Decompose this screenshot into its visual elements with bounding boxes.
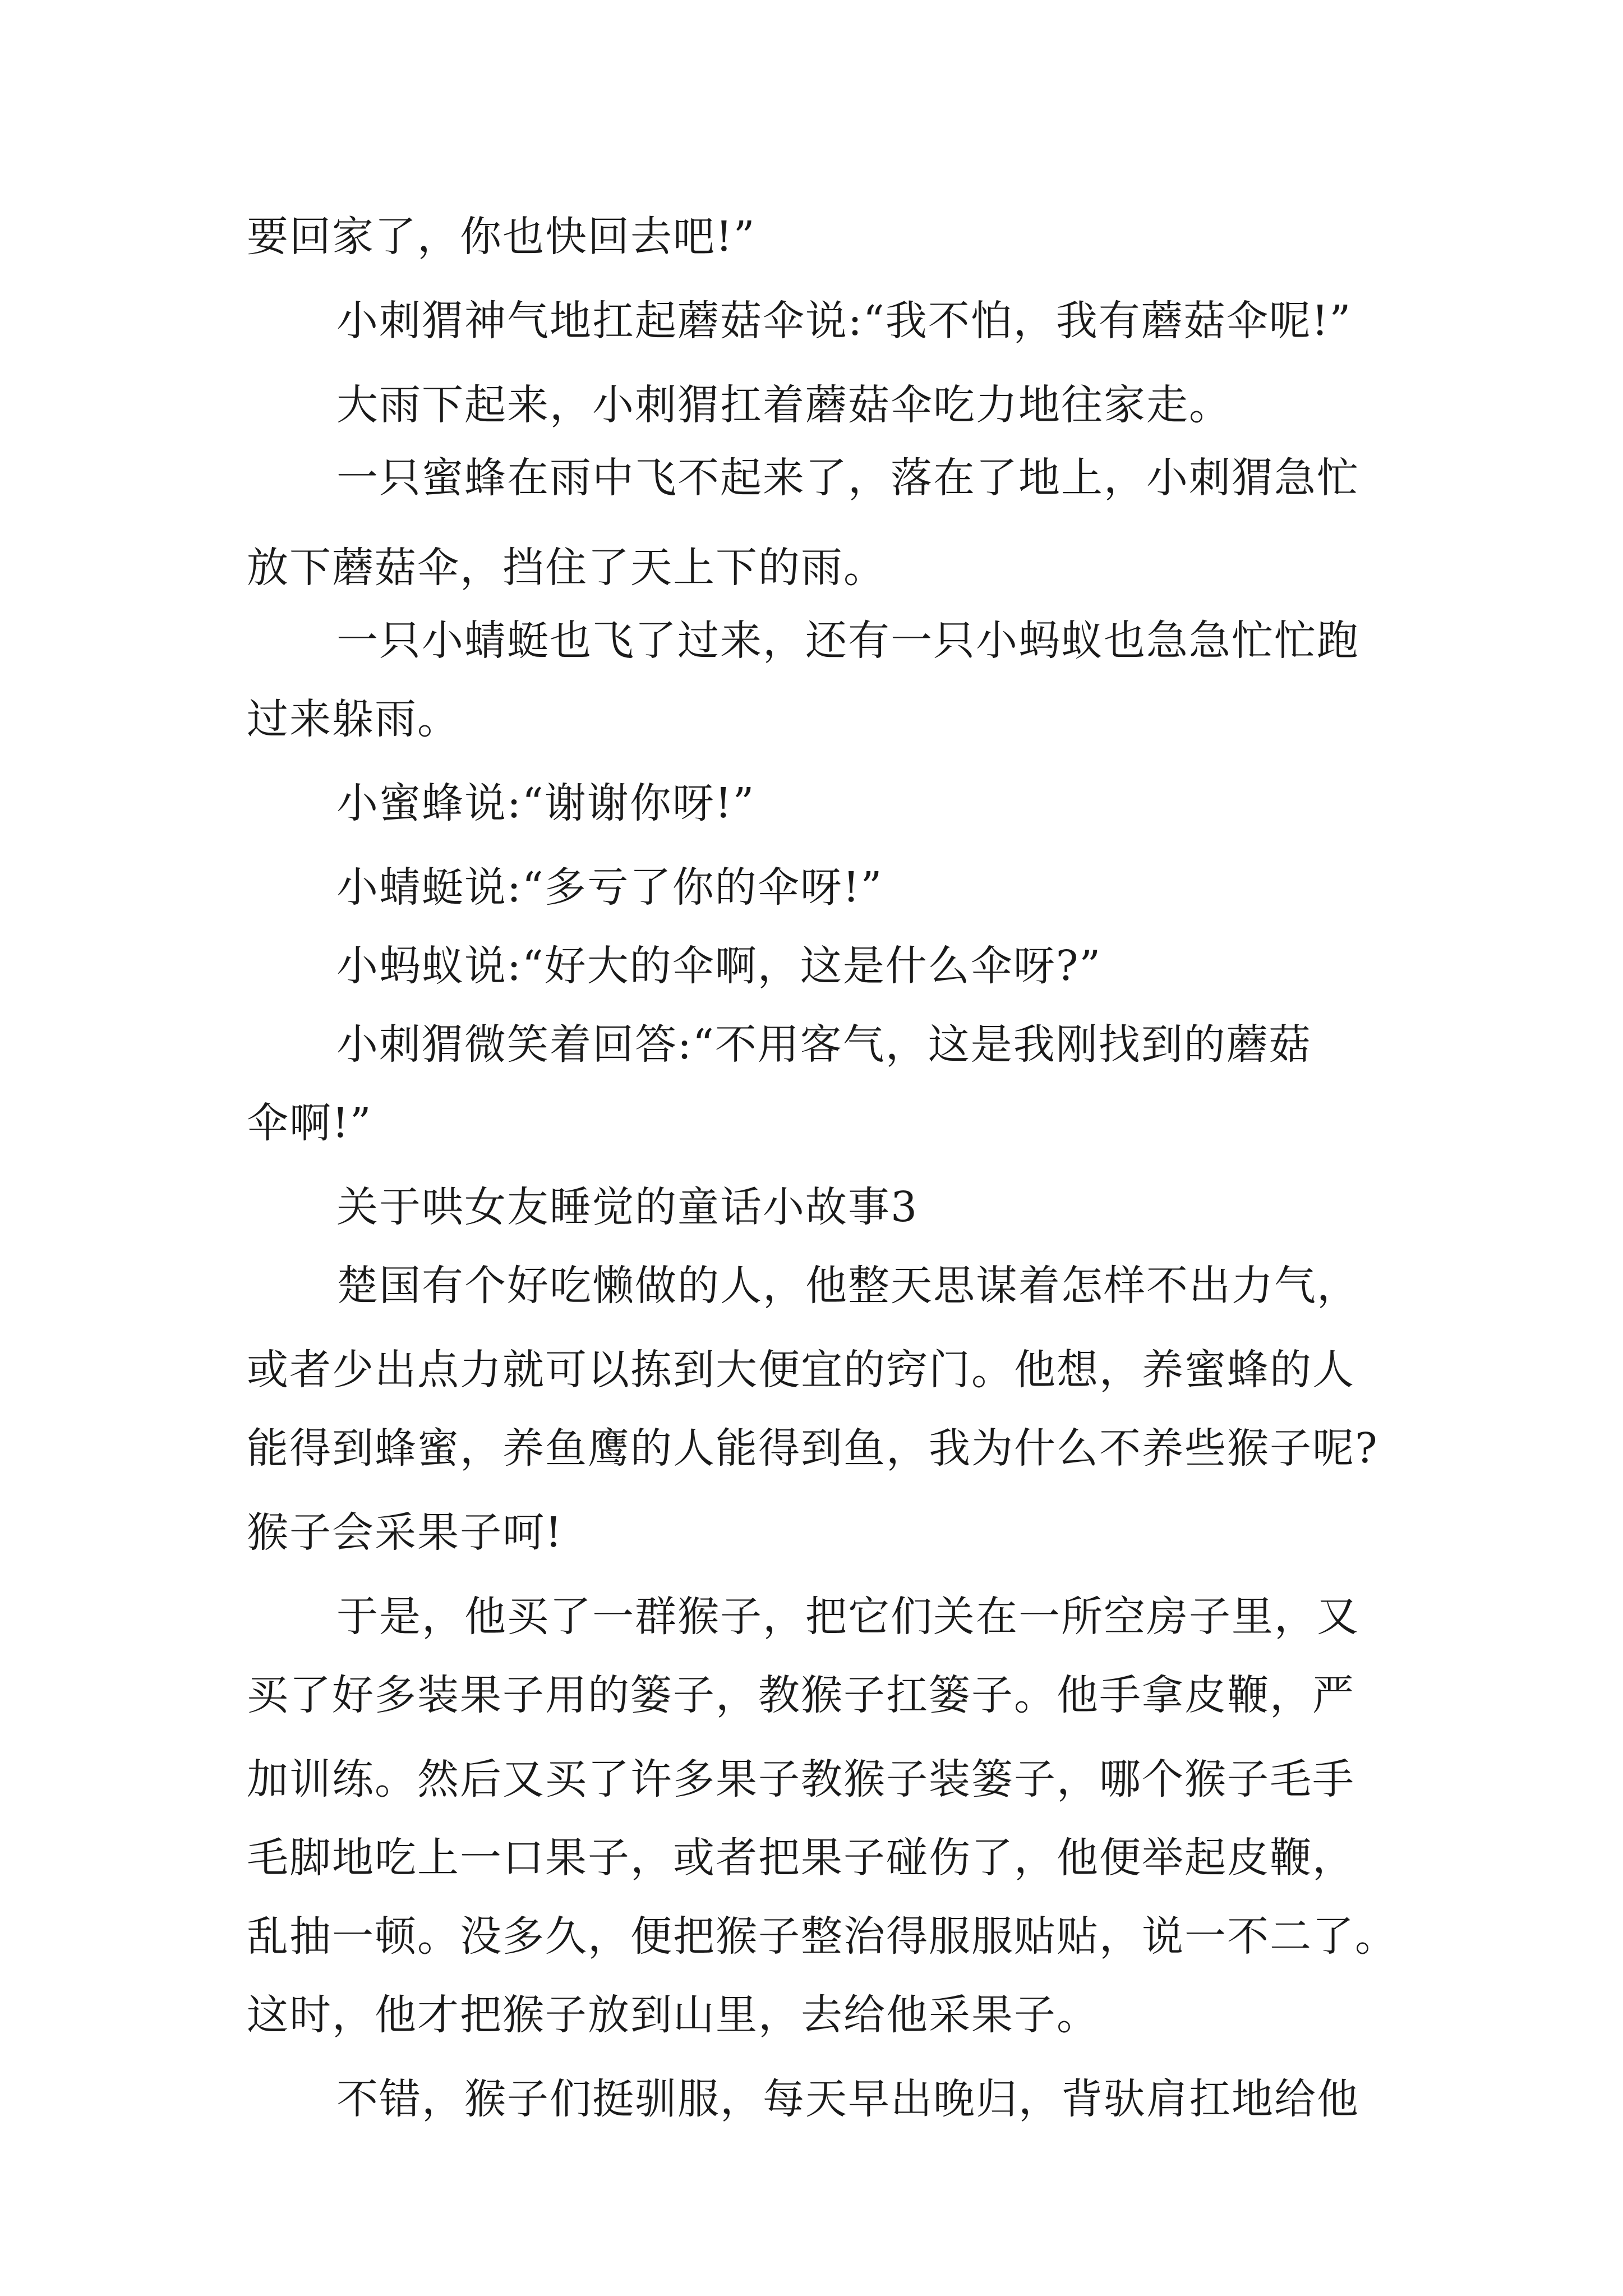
text-line: 过来躲雨。 <box>247 695 460 743</box>
text-line: 伞啊!” <box>247 1099 372 1147</box>
text-line: 放下蘑菇伞，挡住了天上下的雨。 <box>247 544 886 592</box>
text-line: 猴子会采果子呵! <box>247 1508 563 1557</box>
text-line: 小刺猬微笑着回答:“不用客气，这是我刚找到的蘑菇 <box>336 1020 1312 1069</box>
section-heading: 关于哄女友睡觉的童话小故事3 <box>336 1183 919 1231</box>
text-line: 这时，他才把猴子放到山里，去给他采果子。 <box>247 1991 1099 2039</box>
text-line: 大雨下起来，小刺猬扛着蘑菇伞吃力地往家走。 <box>336 381 1232 429</box>
text-line: 能得到蜂蜜，养鱼鹰的人能得到鱼，我为什么不养些猴子呢? <box>247 1424 1378 1473</box>
text-line: 不错，猴子们挺驯服，每天早出晚归，背驮肩扛地给他 <box>336 2075 1359 2123</box>
text-line: 乱抽一顿。没多久，便把猴子整治得服服贴贴，说一不二了。 <box>247 1912 1398 1961</box>
text-line: 小蜻蜓说:“多亏了你的伞呀!” <box>336 863 883 912</box>
text-line: 或者少出点力就可以拣到大便宜的窍门。他想，养蜜蜂的人 <box>247 1346 1355 1394</box>
text-line: 楚国有个好吃懒做的人，他整天思谋着怎样不出力气， <box>336 1262 1359 1310</box>
text-line: 小蜜蜂说:“谢谢你呀!” <box>336 779 755 827</box>
text-line: 一只蜜蜂在雨中飞不起来了，落在了地上，小刺猬急忙 <box>336 454 1359 502</box>
text-line: 买了好多装果子用的篓子，教猴子扛篓子。他手拿皮鞭，严 <box>247 1671 1355 1719</box>
text-line: 要回家了，你也快回去吧!” <box>247 213 756 261</box>
text-line: 于是，他买了一群猴子，把它们关在一所空房子里，又 <box>336 1593 1359 1641</box>
text-line: 毛脚地吃上一口果子，或者把果子碰伤了，他便举起皮鞭， <box>247 1834 1355 1882</box>
text-line: 小蚂蚁说:“好大的伞啊，这是什么伞呀?” <box>336 942 1102 990</box>
text-line: 加训练。然后又买了许多果子教猴子装篓子，哪个猴子毛手 <box>247 1755 1355 1803</box>
text-line: 一只小蜻蜓也飞了过来，还有一只小蚂蚁也急急忙忙跑 <box>336 616 1359 665</box>
text-line: 小刺猬神气地扛起蘑菇伞说:“我不怕，我有蘑菇伞呢!” <box>336 297 1352 345</box>
